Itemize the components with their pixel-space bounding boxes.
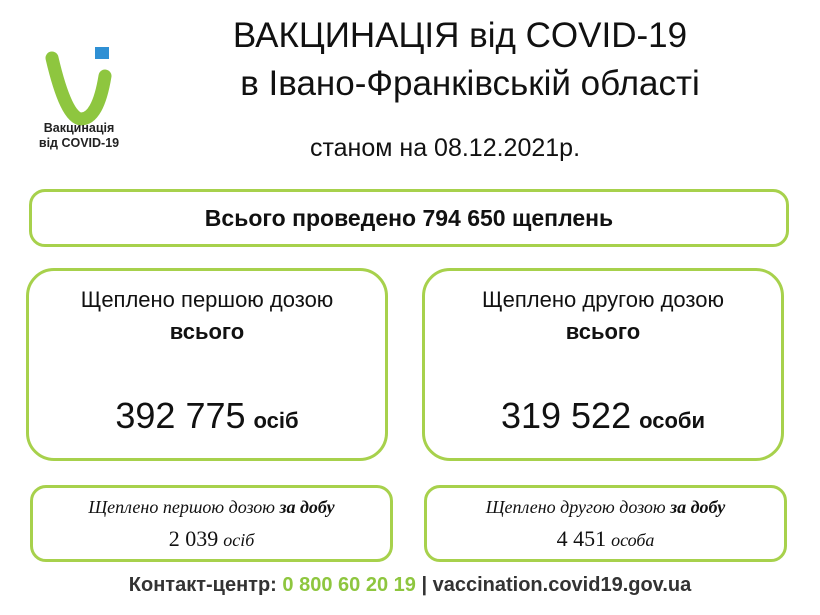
first-dose-total-box (26, 268, 388, 461)
daily-second-label-bold: за добу (670, 497, 726, 517)
daily-first-label-text: Щеплено першою дозою (88, 497, 275, 517)
daily-second-label-text: Щеплено другою дозою (485, 497, 666, 517)
daily-first-label-bold: за добу (279, 497, 335, 517)
second-dose-label: Щеплено другою дозою (482, 287, 724, 312)
second-dose-sub: всього (565, 319, 641, 344)
total-vaccinations-box (29, 189, 789, 247)
logo-caption-line1: Вакцинація (43, 121, 115, 135)
footer-phone-link[interactable]: 0 800 60 20 19 (282, 574, 416, 596)
daily-first-dose-box (30, 485, 393, 562)
logo-caption-line2: від COVID-19 (38, 136, 120, 150)
daily-first-label (33, 497, 390, 518)
as-of-date: станом на 08.12.2021р. (309, 134, 581, 162)
second-dose-unit: особи (639, 408, 706, 433)
first-dose-value: 392 775 (115, 395, 246, 436)
second-dose-number (425, 395, 781, 437)
second-dose-value: 319 522 (500, 395, 632, 436)
daily-second-number (427, 526, 784, 552)
daily-second-label (427, 497, 784, 518)
logo-caption (14, 121, 144, 151)
footer-label: Контакт-центр: (128, 574, 277, 596)
title-line1: ВАКЦИНАЦІЯ від COVID-19 (232, 16, 688, 55)
daily-first-value: 2 039 (168, 526, 219, 551)
total-vaccinations-text: Всього проведено 794 650 щеплень (204, 204, 614, 231)
daily-second-value: 4 451 (556, 526, 607, 551)
second-dose-total-box (422, 268, 784, 461)
logo-v-icon (52, 58, 105, 119)
daily-first-number (33, 526, 390, 552)
daily-first-unit: осіб (223, 530, 255, 550)
logo-blue-mark-icon (95, 47, 109, 59)
contact-footer (0, 574, 820, 597)
first-dose-number (29, 395, 385, 437)
title-line2: в Івано-Франківській області (240, 64, 700, 103)
first-dose-sub: всього (169, 319, 245, 344)
first-dose-unit: осіб (253, 408, 299, 433)
daily-second-dose-box (424, 485, 787, 562)
footer-separator: | (421, 574, 428, 596)
page-title (150, 12, 770, 108)
footer-website-link[interactable]: vaccination.covid19.gov.ua (432, 574, 692, 596)
daily-second-unit: особа (611, 530, 655, 550)
first-dose-label: Щеплено першою дозою (80, 287, 334, 312)
